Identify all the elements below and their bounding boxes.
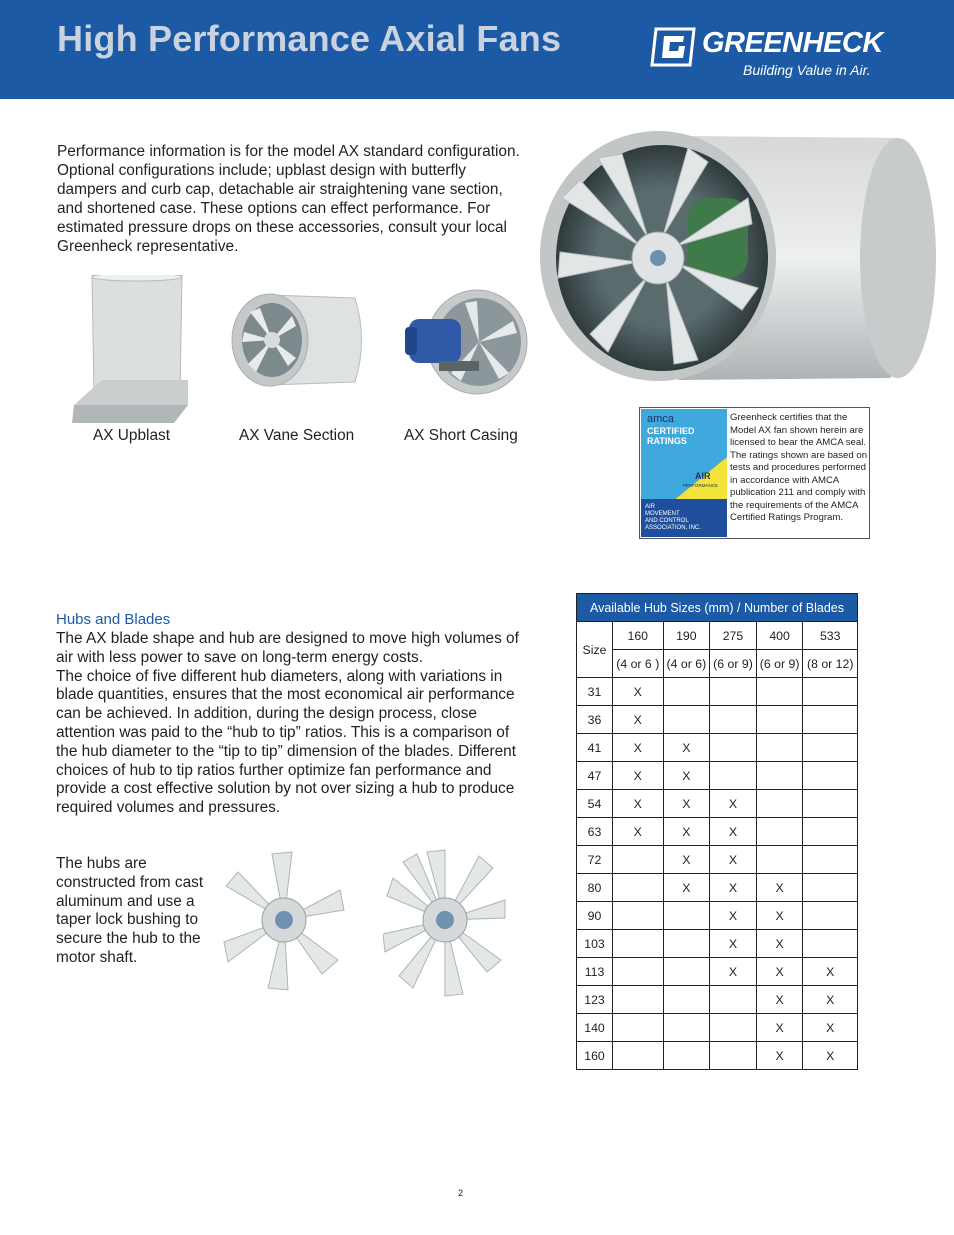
table-cell-mark <box>756 790 803 818</box>
table-row <box>577 1042 858 1070</box>
table-cell-mark: X <box>663 734 710 762</box>
amca-seal-text-1: amca <box>647 413 674 425</box>
table-cell-mark <box>803 874 858 902</box>
hub-size-header: 190 <box>663 622 710 650</box>
hub-blade-6-image <box>222 850 347 995</box>
table-cell-mark <box>663 1042 710 1070</box>
table-cell-size: 113 <box>577 958 613 986</box>
amca-seal-org-4: ASSOCIATION, INC. <box>645 525 701 531</box>
caption-ax-upblast: AX Upblast <box>93 427 170 444</box>
table-cell-mark: X <box>710 930 757 958</box>
intro-paragraph: Performance information is for the model AX standard configuration. Optional configurations include; upblast design with butterfly dampers and curb cap, detachable air straightening vane section, and shortened case. These options can effect performance. For estimated pressure drops on these accessories, consult your local Greenheck representative. <box>57 143 520 255</box>
table-cell-mark <box>803 790 858 818</box>
table-row <box>577 762 858 790</box>
table-cell-mark <box>803 706 858 734</box>
hub-table-caption: Available Hub Sizes (mm) / Number of Blades <box>577 594 858 622</box>
table-cell-mark <box>710 1042 757 1070</box>
table-cell-mark: X <box>710 902 757 930</box>
table-cell-mark: X <box>756 874 803 902</box>
table-cell-mark: X <box>710 846 757 874</box>
hub-size-header: 275 <box>710 622 757 650</box>
table-row <box>577 902 858 930</box>
table-cell-mark: X <box>663 818 710 846</box>
table-row <box>577 734 858 762</box>
page-number: 2 <box>458 1188 464 1198</box>
table-cell-mark: X <box>803 986 858 1014</box>
caption-ax-short-casing: AX Short Casing <box>404 427 518 444</box>
hubs-body <box>56 630 526 818</box>
hubs-heading: Hubs and Blades <box>56 611 171 628</box>
table-cell-mark <box>803 734 858 762</box>
blade-count-header: (6 or 9) <box>756 650 803 678</box>
hub-size-header: 160 <box>613 622 664 650</box>
table-cell-mark <box>803 818 858 846</box>
table-row <box>577 930 858 958</box>
table-cell-size: 63 <box>577 818 613 846</box>
hub-table-size-header: Size <box>577 622 613 678</box>
hub-blade-9-image <box>383 848 508 998</box>
hub-size-header: 533 <box>803 622 858 650</box>
table-cell-mark <box>710 678 757 706</box>
brand-name: GREENHECK <box>702 27 883 59</box>
hub-table-body <box>577 678 858 1070</box>
amca-seal-text-2: CERTIFIED <box>647 426 695 436</box>
table-cell-mark <box>756 734 803 762</box>
table-cell-mark <box>613 846 664 874</box>
table-cell-mark: X <box>756 930 803 958</box>
table-cell-mark <box>756 678 803 706</box>
table-cell-mark: X <box>613 706 664 734</box>
table-row <box>577 986 858 1014</box>
ax-short-casing-image <box>405 287 530 397</box>
table-cell-size: 80 <box>577 874 613 902</box>
table-cell-mark: X <box>613 790 664 818</box>
table-cell-mark: X <box>613 678 664 706</box>
table-cell-mark <box>613 986 664 1014</box>
table-cell-mark <box>613 874 664 902</box>
hubs-paragraph-3: The hubs are constructed from cast aluminum and use a taper lock bushing to secure the hub to the motor shaft. <box>56 855 204 966</box>
table-cell-mark <box>613 958 664 986</box>
table-cell-mark <box>663 902 710 930</box>
table-cell-mark <box>756 846 803 874</box>
table-cell-mark <box>710 762 757 790</box>
table-cell-mark: X <box>710 790 757 818</box>
caption-ax-vane-section: AX Vane Section <box>239 427 355 444</box>
table-cell-size: 54 <box>577 790 613 818</box>
table-cell-mark: X <box>663 874 710 902</box>
table-cell-mark <box>663 1014 710 1042</box>
table-cell-size: 36 <box>577 706 613 734</box>
table-cell-mark <box>710 1014 757 1042</box>
table-cell-mark: X <box>803 1014 858 1042</box>
table-cell-mark: X <box>613 734 664 762</box>
table-cell-mark <box>756 762 803 790</box>
table-cell-mark: X <box>710 874 757 902</box>
table-cell-mark <box>710 986 757 1014</box>
table-cell-mark <box>803 930 858 958</box>
blade-count-header: (8 or 12) <box>803 650 858 678</box>
amca-seal-org-1: AIR <box>645 504 656 510</box>
table-cell-mark <box>613 1042 664 1070</box>
amca-seal-icon <box>641 409 727 537</box>
table-cell-mark <box>663 930 710 958</box>
table-cell-mark <box>613 1014 664 1042</box>
table-cell-mark <box>803 846 858 874</box>
table-cell-mark: X <box>803 1042 858 1070</box>
table-row <box>577 958 858 986</box>
ax-fan-large-image <box>538 128 943 393</box>
table-row <box>577 790 858 818</box>
table-cell-mark: X <box>663 762 710 790</box>
table-cell-mark: X <box>756 958 803 986</box>
table-cell-mark <box>613 902 664 930</box>
table-cell-mark <box>803 762 858 790</box>
table-cell-mark: X <box>613 762 664 790</box>
greenheck-logo <box>650 24 883 84</box>
table-row <box>577 818 858 846</box>
table-cell-mark <box>756 706 803 734</box>
hub-sizes-table <box>576 593 858 1070</box>
table-row <box>577 846 858 874</box>
brand-tagline: Building Value in Air. <box>743 62 871 78</box>
amca-seal-performance: PERFORMANCE <box>683 483 719 488</box>
table-cell-mark <box>663 958 710 986</box>
table-cell-mark <box>663 678 710 706</box>
table-cell-mark <box>803 902 858 930</box>
amca-seal-air: AIR <box>695 471 711 481</box>
blade-count-header: (4 or 6 ) <box>613 650 664 678</box>
table-cell-mark <box>803 678 858 706</box>
greenheck-logo-icon <box>650 27 696 67</box>
page-title: High Performance Axial Fans <box>57 18 562 59</box>
table-row <box>577 678 858 706</box>
table-cell-mark: X <box>756 902 803 930</box>
amca-seal-org-2: MOVEMENT <box>645 511 680 517</box>
table-cell-size: 72 <box>577 846 613 874</box>
ax-upblast-image <box>70 275 190 425</box>
table-cell-size: 31 <box>577 678 613 706</box>
table-cell-size: 140 <box>577 1014 613 1042</box>
table-cell-mark <box>663 706 710 734</box>
header-banner <box>0 0 954 99</box>
table-cell-size: 90 <box>577 902 613 930</box>
table-cell-mark <box>756 818 803 846</box>
blade-count-header: (6 or 9) <box>710 650 757 678</box>
ax-vane-section-image <box>230 290 365 390</box>
table-cell-mark: X <box>710 958 757 986</box>
table-cell-size: 41 <box>577 734 613 762</box>
hub-size-header: 400 <box>756 622 803 650</box>
table-cell-size: 47 <box>577 762 613 790</box>
table-row <box>577 874 858 902</box>
amca-seal-text-3: RATINGS <box>647 436 687 446</box>
table-cell-mark <box>613 930 664 958</box>
table-cell-size: 160 <box>577 1042 613 1070</box>
amca-certification-text: Greenheck certifies that the Model AX fan shown herein are licensed to bear the AMCA seal. The ratings shown are based on tests and procedures performed in accordance with AMCA publication 211 and comply with the requirements of the AMCA Certified Ratings Program. <box>730 412 868 523</box>
table-cell-mark <box>710 706 757 734</box>
amca-seal-org-3: AND CONTROL <box>645 518 689 524</box>
table-cell-mark: X <box>756 1042 803 1070</box>
table-cell-mark <box>710 734 757 762</box>
table-cell-mark: X <box>663 790 710 818</box>
table-cell-mark: X <box>756 986 803 1014</box>
hubs-paragraph-1: The AX blade shape and hub are designed to move high volumes of air with less power to save on long-term energy costs. <box>56 630 519 666</box>
table-cell-size: 103 <box>577 930 613 958</box>
amca-certification-box <box>639 407 870 539</box>
table-cell-mark: X <box>613 818 664 846</box>
table-cell-size: 123 <box>577 986 613 1014</box>
blade-count-header: (4 or 6) <box>663 650 710 678</box>
table-cell-mark <box>663 986 710 1014</box>
table-cell-mark: X <box>663 846 710 874</box>
table-cell-mark: X <box>803 958 858 986</box>
table-cell-mark: X <box>756 1014 803 1042</box>
table-cell-mark: X <box>710 818 757 846</box>
table-row <box>577 1014 858 1042</box>
table-row <box>577 706 858 734</box>
hubs-paragraph-2: The choice of five different hub diameters, along with variations in blade quantities, ensures that the most economical air performance can be achieved. In addition, during the design process, close attention was paid to the “hub to tip” ratios. This is a comparison of the hub diameter to the “tip to tip” dimension of the blades. Different choices of hub to tip ratios further optimize fan performance and provide a cost effective solution by not over sizing a hub to produce required volumes and pressures. <box>56 667 516 817</box>
